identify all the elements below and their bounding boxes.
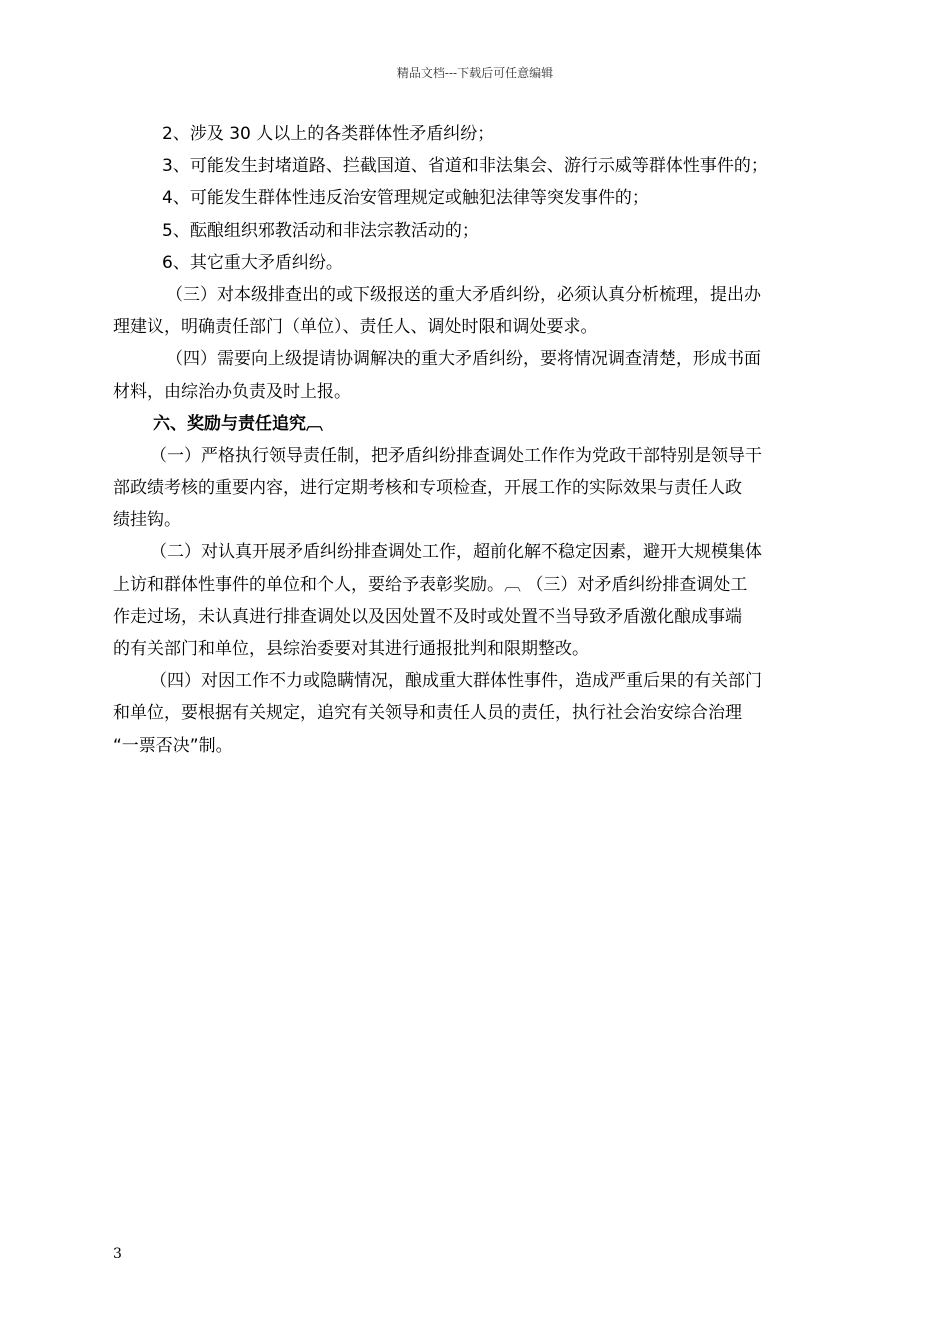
list-item-3: 3、可能发生封堵道路、拦截国道、省道和非法集会、游行示威等群体性事件的； — [162, 156, 768, 177]
reward-paragraph-1-line-3: 绩挂钩。 — [113, 510, 181, 531]
page-header: 精品文档---下载后可任意编辑 — [396, 66, 554, 80]
reward-paragraph-4-line-3: “一票否决”制。 — [113, 735, 233, 756]
section-heading: 六、奖励与责任追究︹ — [153, 413, 323, 434]
reward-paragraph-2-line-3: 作走过场，未认真进行排查调处以及因处置不及时或处置不当导致矛盾激化酿成事端 — [113, 606, 742, 627]
list-item-6: 6、其它重大矛盾纠纷。 — [162, 252, 343, 273]
document-body — [113, 118, 837, 762]
reward-paragraph-4-line-1: （四）对因工作不力或隐瞒情况，酿成重大群体性事件，造成严重后果的有关部门 — [150, 671, 762, 692]
page-number: 3 — [113, 1246, 122, 1262]
paragraph-three-line-2: 理建议，明确责任部门（单位）、责任人、调处时限和调处要求。 — [113, 317, 598, 338]
list-item-5: 5、酝酿组织邪教活动和非法宗教活动的； — [162, 220, 479, 241]
paragraph-four-line-2: 材料，由综治办负责及时上报。 — [113, 381, 351, 402]
paragraph-four-line-1: （四）需要向上级提请协调解决的重大矛盾纠纷，要将情况调查清楚，形成书面 — [166, 349, 761, 370]
reward-paragraph-2-line-4: 的有关部门和单位，县综治委要对其进行通报批判和限期整改。 — [113, 639, 589, 659]
reward-paragraph-1-line-1: （一）严格执行领导责任制，把矛盾纠纷排查调处工作作为党政干部特别是领导干 — [150, 445, 762, 466]
list-item-4: 4、可能发生群体性违反治安管理规定或触犯法律等突发事件的； — [162, 188, 649, 209]
reward-paragraph-1-line-2: 部政绩考核的重要内容，进行定期考核和专项检查，开展工作的实际效果与责任人政 — [113, 478, 742, 499]
reward-paragraph-2-line-1: （二）对认真开展矛盾纠纷排查调处工作，超前化解不稳定因素，避开大规模集体 — [150, 542, 762, 563]
list-item-2: 2、涉及 30 人以上的各类群体性矛盾纠纷； — [162, 124, 495, 144]
paragraph-three-line-1: （三）对本级排查出的或下级报送的重大矛盾纠纷，必须认真分析梳理，提出办 — [166, 284, 761, 305]
reward-paragraph-2-line-2: 上访和群体性事件的单位和个人，要给予表彰奖励。︹ （三）对矛盾纠纷排查调处工 — [113, 574, 748, 595]
reward-paragraph-4-line-2: 和单位，要根据有关规定，追究有关领导和责任人员的责任，执行社会治安综合治理 — [113, 703, 742, 724]
